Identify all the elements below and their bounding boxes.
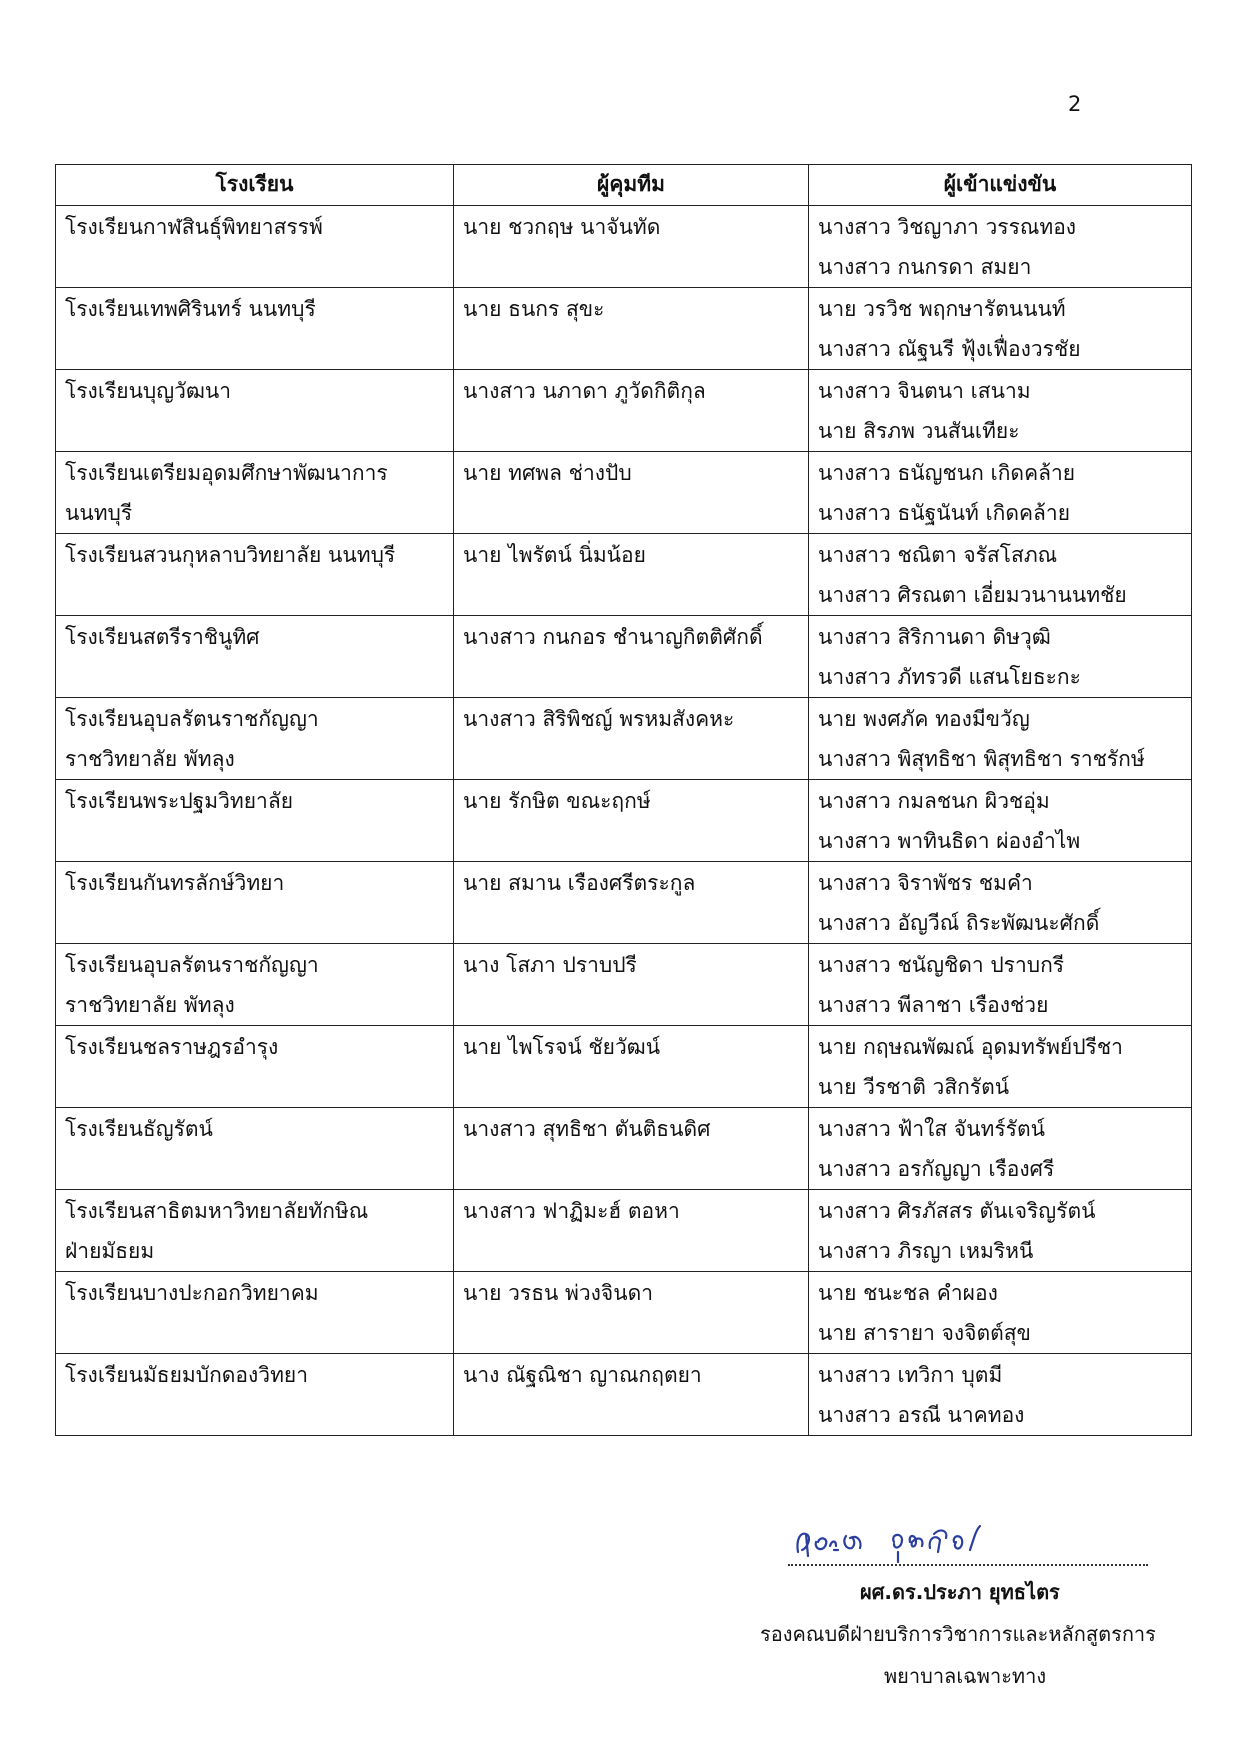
coach-name: นางสาว ฟาฏิมะฮ์ ตอหา: [463, 1199, 680, 1223]
cell-contestants: [809, 534, 1192, 616]
cell-coach: [454, 780, 809, 862]
cell-school: [56, 534, 454, 616]
cell-coach: [454, 862, 809, 944]
coach-name: นางสาว นภาดา ภูวัดกิติกุล: [463, 379, 706, 403]
coach-name: นางสาว กนกอร ชำนาญกิตติศักดิ์: [463, 625, 763, 649]
header-school: โรงเรียน: [56, 165, 454, 206]
handwritten-signature: [790, 1512, 1030, 1564]
table-row: [56, 780, 1192, 862]
contestant-name: นาย สิรภพ วนสันเทียะ: [818, 419, 1020, 443]
table-row: [56, 944, 1192, 1026]
contestant-name: นางสาว ศิรภัสสร ตันเจริญรัตน์: [818, 1199, 1096, 1223]
cell-contestants: [809, 862, 1192, 944]
table-row: [56, 1026, 1192, 1108]
contestant-name: นาย กฤษณพัฒณ์ อุดมทรัพย์ปรีชา: [818, 1035, 1123, 1059]
school-name-line: ฝ่ายมัธยม: [65, 1239, 155, 1263]
table-row: [56, 534, 1192, 616]
cell-contestants: [809, 616, 1192, 698]
cell-school: [56, 1272, 454, 1354]
school-name-line: โรงเรียนพระปฐมวิทยาลัย: [65, 789, 293, 813]
contestant-name: นางสาว เทวิกา บุตมี: [818, 1363, 1003, 1387]
school-name-line: โรงเรียนเตรียมอุดมศึกษาพัฒนาการ: [65, 461, 388, 485]
contestant-name: นาย สารายา จงจิตต์สุข: [818, 1321, 1031, 1345]
table-row: [56, 370, 1192, 452]
coach-name: นางสาว สิริพิชญ์ พรหมสังคหะ: [463, 707, 735, 731]
contestant-name: นางสาว กนกรดา สมยา: [818, 255, 1032, 279]
cell-contestants: [809, 1108, 1192, 1190]
signer-position-line-2: พยาบาลเฉพาะทาง: [884, 1664, 1047, 1688]
cell-school: [56, 780, 454, 862]
coach-name: นาย ธนกร สุขะ: [463, 297, 605, 321]
cell-contestants: [809, 698, 1192, 780]
coach-name: นาย ไพโรจน์ ชัยวัฒน์: [463, 1035, 661, 1059]
cell-coach: [454, 1108, 809, 1190]
table-row: [56, 862, 1192, 944]
cell-coach: [454, 288, 809, 370]
cell-coach: [454, 206, 809, 288]
cell-coach: [454, 534, 809, 616]
table-row: [56, 1354, 1192, 1436]
coach-name: นาง ณัฐณิชา ญาณกฤตยา: [463, 1363, 702, 1387]
cell-contestants: [809, 1026, 1192, 1108]
school-name-line: ราชวิทยาลัย พัทลุง: [65, 747, 235, 771]
coach-name: นาย สมาน เรืองศรีตระกูล: [463, 871, 696, 895]
table-row: [56, 1190, 1192, 1272]
coach-name: นาย ชวกฤษ นาจันทัด: [463, 215, 661, 239]
signer-position-line-1: รองคณบดีฝ่ายบริการวิชาการและหลักสูตรการ: [760, 1622, 1156, 1646]
table-row: [56, 1108, 1192, 1190]
coach-name: นาย ทศพล ช่างปับ: [463, 461, 632, 485]
coach-name: นาง โสภา ปราบปรี: [463, 953, 637, 977]
contestant-name: นางสาว ภัทรวดี แสนโยธะกะ: [818, 665, 1081, 689]
contestant-name: นางสาว ธนัฐนันท์ เกิดคล้าย: [818, 501, 1071, 525]
cell-school: [56, 1354, 454, 1436]
school-name-line: โรงเรียนสตรีราชินูทิศ: [65, 625, 260, 649]
contestant-name: นาย วีรชาติ วสิกรัตน์: [818, 1075, 1010, 1099]
contestant-name: นาย พงศภัค ทองมีขวัญ: [818, 707, 1030, 731]
school-name-line: โรงเรียนสาธิตมหาวิทยาลัยทักษิณ: [65, 1199, 369, 1223]
school-name-line: โรงเรียนสวนกุหลาบวิทยาลัย นนทบุรี: [65, 543, 396, 567]
table-row: [56, 616, 1192, 698]
cell-coach: [454, 370, 809, 452]
school-name-line: โรงเรียนอุบลรัตนราชกัญญา: [65, 953, 319, 977]
cell-coach: [454, 944, 809, 1026]
table-body: [56, 206, 1192, 1436]
contestant-name: นางสาว กมลชนก ผิวชอุ่ม: [818, 789, 1050, 813]
contestant-name: นางสาว ฟ้าใส จันทร์รัตน์: [818, 1117, 1045, 1141]
school-name-line: โรงเรียนกันทรลักษ์วิทยา: [65, 871, 285, 895]
cell-contestants: [809, 944, 1192, 1026]
cell-school: [56, 1108, 454, 1190]
school-name-line: โรงเรียนมัธยมบักดองวิทยา: [65, 1363, 309, 1387]
contestant-name: นางสาว อรกัญญา เรืองศรี: [818, 1157, 1055, 1181]
cell-coach: [454, 452, 809, 534]
contestant-name: นางสาว พาทินธิดา ผ่องอำไพ: [818, 829, 1081, 853]
signer-name: ผศ.ดร.ประภา ยุทธไตร: [860, 1580, 1060, 1604]
roster-table: [55, 164, 1192, 1436]
cell-school: [56, 1026, 454, 1108]
header-coach: ผู้คุมทีม: [454, 165, 809, 206]
cell-coach: [454, 1026, 809, 1108]
contestant-name: นาย ชนะชล คำผอง: [818, 1281, 998, 1305]
coach-name: นาย รักษิต ขณะฤกษ์: [463, 789, 651, 813]
contestant-name: นางสาว พิสุทธิชา พิสุทธิชา ราชรักษ์: [818, 747, 1145, 771]
table-row: [56, 698, 1192, 780]
contestant-name: นางสาว ชนัญชิดา ปราบกรี: [818, 953, 1065, 977]
table-row: [56, 288, 1192, 370]
contestant-name: นางสาว ธนัญชนก เกิดคล้าย: [818, 461, 1076, 485]
contestant-name: นางสาว อัญวีณ์ ถิระพัฒนะศักดิ์: [818, 911, 1100, 935]
contestant-name: นางสาว ศิรณตา เอี่ยมวนานนทชัย: [818, 583, 1127, 607]
cell-coach: [454, 1354, 809, 1436]
table-header-row: [56, 165, 1192, 206]
cell-school: [56, 698, 454, 780]
coach-name: นางสาว สุทธิชา ตันติธนดิศ: [463, 1117, 711, 1141]
school-name-line: ราชวิทยาลัย พัทลุง: [65, 993, 235, 1017]
cell-school: [56, 452, 454, 534]
cell-contestants: [809, 370, 1192, 452]
school-name-line: โรงเรียนบุญวัฒนา: [65, 379, 232, 403]
coach-name: นาย วรธน พ่วงจินดา: [463, 1281, 654, 1305]
contestant-name: นางสาว ชณิตา จรัสโสภณ: [818, 543, 1058, 567]
contestant-name: นางสาว อรณี นาคทอง: [818, 1403, 1025, 1427]
cell-contestants: [809, 288, 1192, 370]
cell-coach: [454, 1272, 809, 1354]
contestant-name: นาย วรวิช พฤกษารัตนนนท์: [818, 297, 1066, 321]
header-contestants: ผู้เข้าแข่งขัน: [809, 165, 1192, 206]
cell-school: [56, 288, 454, 370]
school-name-line: โรงเรียนชลราษฎรอำรุง: [65, 1035, 279, 1059]
cell-contestants: [809, 452, 1192, 534]
table-row: [56, 452, 1192, 534]
contestant-name: นางสาว พีลาชา เรืองช่วย: [818, 993, 1049, 1017]
cell-contestants: [809, 780, 1192, 862]
school-name-line: โรงเรียนอุบลรัตนราชกัญญา: [65, 707, 319, 731]
cell-school: [56, 862, 454, 944]
contestant-name: นางสาว ณัฐนรี ฟุ้งเฟื่องวรชัย: [818, 337, 1081, 361]
cell-contestants: [809, 206, 1192, 288]
table-row: [56, 206, 1192, 288]
page-number: 2: [1068, 92, 1082, 116]
cell-contestants: [809, 1272, 1192, 1354]
signature-dotted-line: [788, 1564, 1148, 1566]
cell-coach: [454, 616, 809, 698]
school-name-line: โรงเรียนกาฬสินธุ์พิทยาสรรพ์: [65, 215, 323, 239]
cell-school: [56, 944, 454, 1026]
table-row: [56, 1272, 1192, 1354]
school-name-line: โรงเรียนเทพศิรินทร์ นนทบุรี: [65, 297, 316, 321]
cell-school: [56, 1190, 454, 1272]
cell-contestants: [809, 1190, 1192, 1272]
contestant-name: นางสาว จินตนา เสนาม: [818, 379, 1031, 403]
contestant-name: นางสาว จิราพัชร ชมคำ: [818, 871, 1033, 895]
cell-coach: [454, 698, 809, 780]
cell-school: [56, 206, 454, 288]
cell-coach: [454, 1190, 809, 1272]
contestant-name: นางสาว ภิรญา เหมริหนี: [818, 1239, 1034, 1263]
contestant-name: นางสาว วิชญาภา วรรณทอง: [818, 215, 1077, 239]
cell-school: [56, 616, 454, 698]
school-name-line: นนทบุรี: [65, 501, 133, 525]
school-name-line: โรงเรียนบางปะกอกวิทยาคม: [65, 1281, 319, 1305]
contestant-name: นางสาว สิริกานดา ดิษวุฒิ: [818, 625, 1051, 649]
school-name-line: โรงเรียนธัญรัตน์: [65, 1117, 213, 1141]
coach-name: นาย ไพรัตน์ นิ่มน้อย: [463, 543, 646, 567]
cell-contestants: [809, 1354, 1192, 1436]
cell-school: [56, 370, 454, 452]
